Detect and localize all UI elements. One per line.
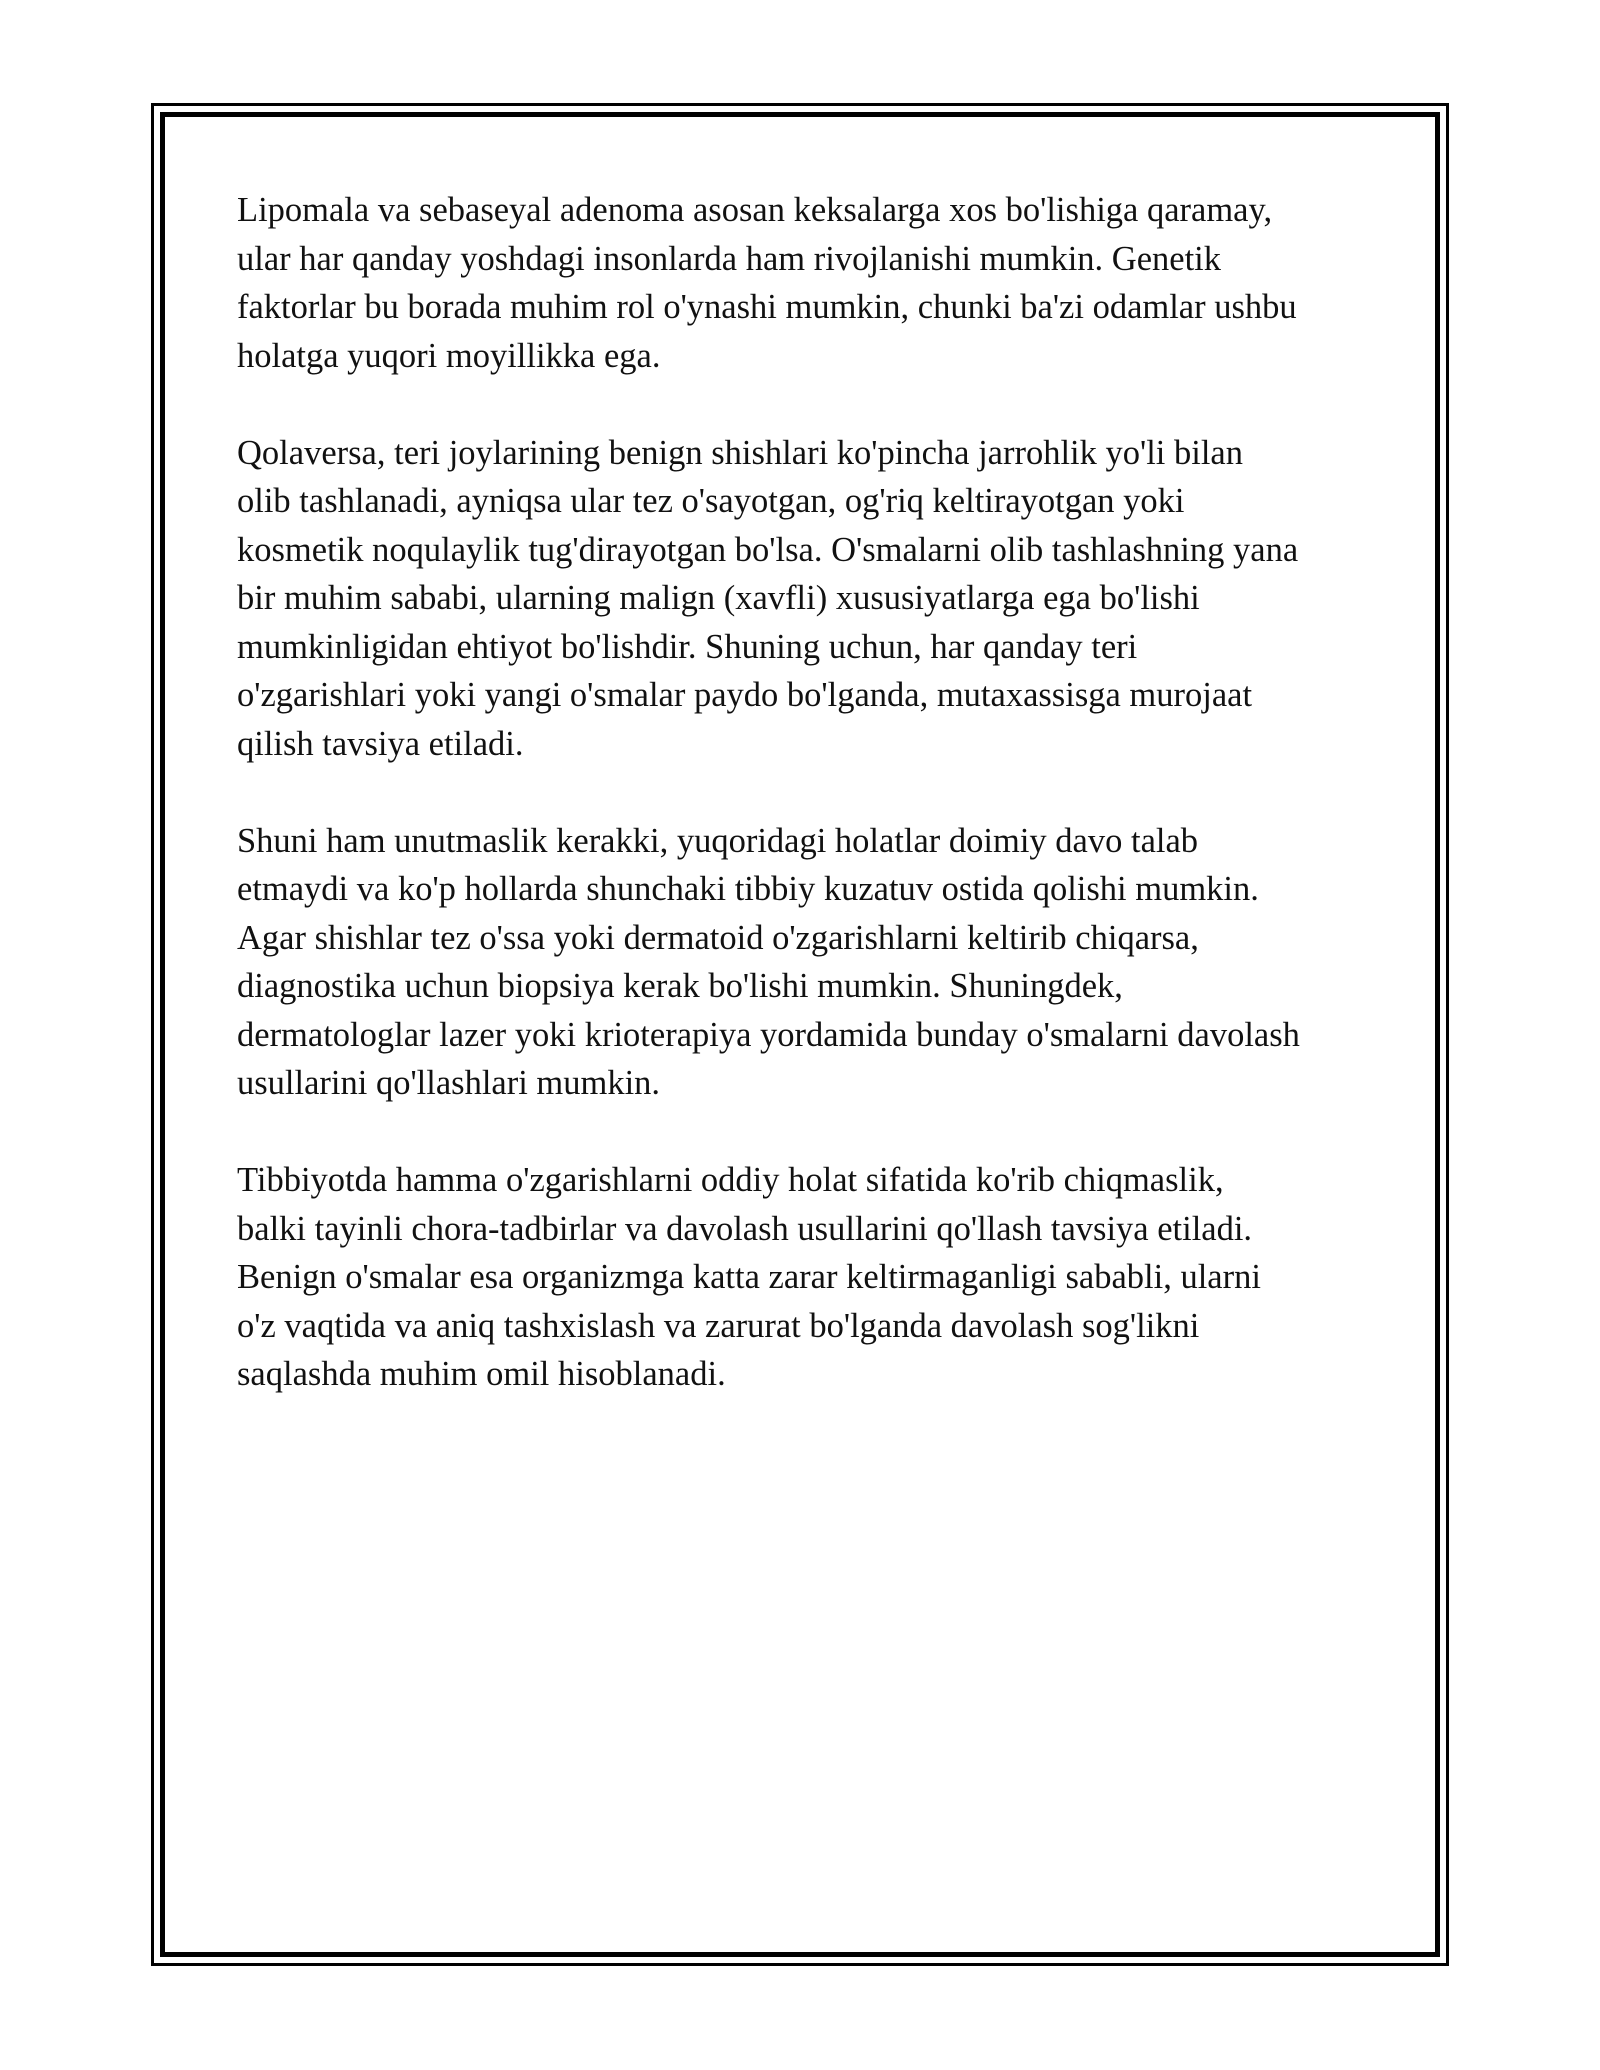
text-line: Shuni ham unutmaslik kerakki, yuqoridagi holatlar doimiy davo talab bbox=[237, 821, 1199, 860]
text-line: balki tayinli chora-tadbirlar va davolash usullarini qo'llash tavsiya etiladi. bbox=[237, 1209, 1253, 1248]
text-line: usullarini qo'llashlari mumkin. bbox=[237, 1064, 661, 1102]
text-line: etmaydi va ko'p hollarda shunchaki tibbiy kuzatuv ostida qolishi mumkin. bbox=[237, 870, 1259, 908]
text-line: diagnostika uchun biopsiya kerak bo'lishi mumkin. Shuningdek, bbox=[237, 967, 1123, 1005]
paragraph-2 bbox=[237, 429, 1377, 769]
text-line: dermatologlar lazer yoki krioterapiya yordamida bunday o'smalarni davolash bbox=[237, 1015, 1300, 1054]
text-line: mumkinligidan ehtiyot bo'lishdir. Shuning uchun, har qanday teri bbox=[237, 627, 1138, 666]
paragraph-3 bbox=[237, 817, 1377, 1108]
text-line: bir muhim sababi, ularning malign (xavfli) xususiyatlarga ega bo'lishi bbox=[237, 579, 1200, 617]
text-line: kosmetik noqulaylik tug'dirayotgan bo'lsa. O'smalarni olib tashlashning yana bbox=[237, 530, 1299, 569]
text-line: saqlashda muhim omil hisoblanadi. bbox=[237, 1355, 726, 1393]
text-line: Lipomala va sebaseyal adenoma asosan keksalarga xos bo'lishiga qaramay, bbox=[237, 191, 1273, 229]
text-line: holatga yuqori moyillikka ega. bbox=[237, 336, 661, 375]
text-line: ular har qanday yoshdagi insonlarda ham rivojlanishi mumkin. Genetik bbox=[237, 239, 1221, 278]
text-line: Benign o'smalar esa organizmga katta zarar keltirmaganligi sababli, ularni bbox=[237, 1258, 1261, 1296]
paragraph-4 bbox=[237, 1156, 1377, 1399]
text-line: Tibbiyotda hamma o'zgarishlarni oddiy holat sifatida ko'rib chiqmaslik, bbox=[237, 1161, 1224, 1199]
text-line: o'z vaqtida va aniq tashxislash va zarurat bo'lganda davolash sog'likni bbox=[237, 1306, 1200, 1345]
text-line: Agar shishlar tez o'ssa yoki dermatoid o'zgarishlarni keltirib chiqarsa, bbox=[237, 918, 1199, 957]
text-line: qilish tavsiya etiladi. bbox=[237, 724, 524, 763]
paragraph-1 bbox=[237, 186, 1377, 380]
text-line: olib tashlanadi, ayniqsa ular tez o'sayotgan, og'riq keltirayotgan yoki bbox=[237, 482, 1185, 520]
text-line: faktorlar bu borada muhim rol o'ynashi mumkin, chunki ba'zi odamlar ushbu bbox=[237, 288, 1297, 326]
text-line: Qolaversa, teri joylarining benign shishlari ko'pincha jarrohlik yo'li bilan bbox=[237, 433, 1243, 472]
text-line: o'zgarishlari yoki yangi o'smalar paydo bo'lganda, mutaxassisga murojaat bbox=[237, 676, 1253, 714]
document-body bbox=[237, 186, 1377, 1447]
